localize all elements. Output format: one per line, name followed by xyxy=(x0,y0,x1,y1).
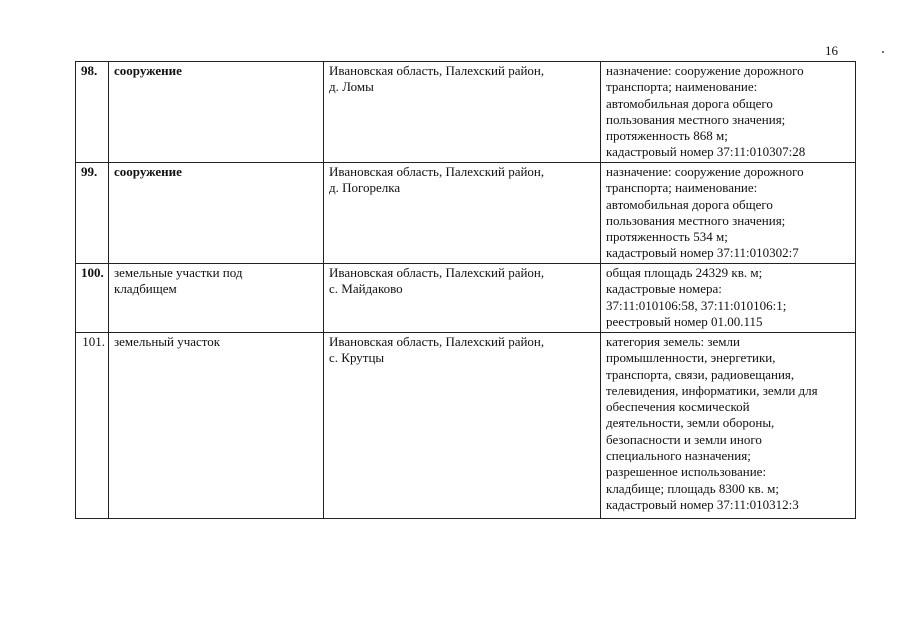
description-line: промышленности, энергетики, xyxy=(606,350,776,366)
description-line: назначение: сооружение дорожного xyxy=(606,63,804,78)
description-cell xyxy=(601,163,856,264)
row-number: 98. xyxy=(76,62,109,163)
location-line: Ивановская область, Палехский район, xyxy=(329,334,545,349)
location-line: с. Майдаково xyxy=(329,281,403,297)
description-line: категория земель: земли xyxy=(606,334,740,349)
description-line: кадастровые номера: xyxy=(606,281,722,297)
description-line: кадастровый номер 37:11:010302:7 xyxy=(606,245,799,261)
table-row xyxy=(76,163,856,264)
description-cell xyxy=(601,264,856,333)
description-line: кадастровый номер 37:11:010312:3 xyxy=(606,496,799,512)
object-name-cell xyxy=(109,264,324,333)
page-number: 16 xyxy=(825,43,838,58)
table-row xyxy=(76,333,856,519)
description-line: безопасности и земли иного xyxy=(606,431,762,447)
location-line: д. Погорелка xyxy=(329,180,401,196)
table-row xyxy=(76,264,856,333)
location-line: Ивановская область, Палехский район, xyxy=(329,63,545,78)
description-line: кладбище; площадь 8300 кв. м; xyxy=(606,480,779,496)
object-name: кладбищем xyxy=(114,281,177,297)
description-line: разрешенное использование: xyxy=(606,464,767,480)
description-line: пользования местного значения; xyxy=(606,212,786,228)
description-cell xyxy=(601,62,856,163)
description-line: пользования местного значения; xyxy=(606,111,786,127)
location-line: д. Ломы xyxy=(329,79,374,95)
description-line: автомобильная дорога общего xyxy=(606,95,773,111)
description-line: кадастровый номер 37:11:010307:28 xyxy=(606,144,806,160)
description-line: деятельности, земли обороны, xyxy=(606,415,775,431)
location-cell xyxy=(324,163,601,264)
row-number: 100. xyxy=(76,264,109,333)
location-cell xyxy=(324,62,601,163)
description-line: телевидения, информатики, земли для xyxy=(606,382,818,398)
object-name: сооружение xyxy=(114,164,182,179)
description-line: транспорта; наименование: xyxy=(606,180,758,196)
description-line: общая площадь 24329 кв. м; xyxy=(606,265,763,280)
description-line: 37:11:010106:58, 37:11:010106:1; xyxy=(606,297,787,313)
description-line: автомобильная дорога общего xyxy=(606,196,773,212)
description-line: обеспечения космической xyxy=(606,399,750,415)
object-name-cell xyxy=(109,163,324,264)
location-cell xyxy=(324,333,601,519)
row-number: 101. xyxy=(76,333,109,519)
object-name: земельные участки под xyxy=(114,265,243,280)
object-name: сооружение xyxy=(114,63,182,78)
location-line: с. Крутцы xyxy=(329,350,385,366)
description-line: назначение: сооружение дорожного xyxy=(606,164,804,179)
description-line: транспорта, связи, радиовещания, xyxy=(606,366,795,382)
description-line: специального назначения; xyxy=(606,448,751,464)
description-line: транспорта; наименование: xyxy=(606,79,758,95)
description-cell xyxy=(601,333,856,519)
table-row xyxy=(76,62,856,163)
object-name-cell xyxy=(109,333,324,519)
scan-speck xyxy=(882,51,884,53)
row-number: 99. xyxy=(76,163,109,264)
description-line: протяженность 534 м; xyxy=(606,229,728,245)
description-line: реестровый номер 01.00.115 xyxy=(606,313,763,329)
location-line: Ивановская область, Палехский район, xyxy=(329,164,545,179)
property-registry-table xyxy=(75,61,856,519)
description-line: протяженность 868 м; xyxy=(606,128,728,144)
object-name-cell xyxy=(109,62,324,163)
location-cell xyxy=(324,264,601,333)
object-name: земельный участок xyxy=(114,334,221,349)
location-line: Ивановская область, Палехский район, xyxy=(329,265,545,280)
